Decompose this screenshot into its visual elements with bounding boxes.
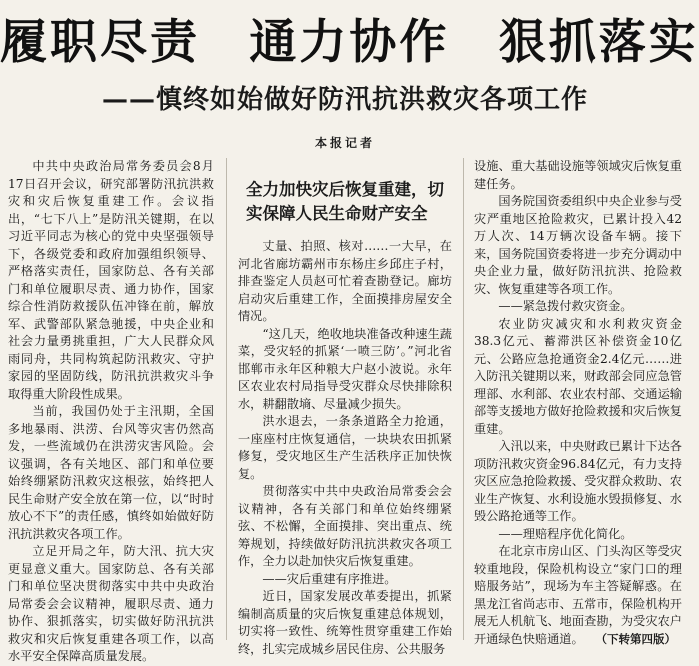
paragraph: 农业防灾减灾和水利救灾资金38.3亿元、蓄滞洪区补偿资金10亿元、公路应急抢通资金2.4亿元……进入防汛关键期以来，财政部会同应急管理部、水利部、农业农村部、交通运输部等支援地方做好抢险救援和灾后恢复重建。 (474, 316, 682, 436)
continued-on-page-note[interactable]: （下转第四版） (595, 632, 676, 646)
paragraph: 近日，国家发展改革委提出，抓紧编制高质量的灾后恢复重建总体规划，切实将一致性、统筹性贯穿重建工作始终，扎实完成城乡居民住房、公共服务 (238, 589, 452, 656)
column-divider (463, 158, 464, 640)
paragraph: 在北京市房山区、门头沟区等受灾较重地段，保险机构设立“家门口的理赔服务站”，现场为车主答疑解惑。在黑龙江省尚志市、五常市，保险机构开展无人机航飞、地面查勘，为受灾农户开通绿色快赔通道。 (474, 544, 682, 646)
paragraph: 洪水退去，一条条道路全力抢通，一座座村庄恢复通信，一块块农田抓紧修复，受灾地区生产生活秩序正加快恢复。 (238, 414, 452, 481)
article-column-3 (474, 158, 682, 648)
subheadline: ——慎终如始做好防汛抗洪救灾各项工作 (101, 85, 588, 115)
article-column-1 (8, 158, 214, 663)
section-heading: 全力加快灾后恢复重建，切实保障人民生命财产安全 (246, 180, 444, 223)
byline: 本报记者 (314, 136, 375, 150)
paragraph: 立足开局之年，防大汛、抗大灾更显意义重大。国家防总、各有关部门和单位坚决贯彻落实中共中央政治局常委会会议精神，履职尽责、通力协作、狠抓落实，切实做好防汛抗洪救灾和灾后恢复重建各项工作，以高水平安全保障高质量发展。 (8, 544, 214, 663)
paragraph: 丈量、拍照、核对……一大早，在河北省廊坊霸州市东杨庄乡邱庄子村，排查鉴定人员赵可忙着查勘登记。廊坊启动灾后重建工作，全面摸排房屋安全情况。 (238, 239, 452, 323)
paragraph: 中共中央政治局常务委员会8月17日召开会议，研究部署防汛抗洪救灾和灾后恢复重建工作。会议指出，“七下八上”是防汛关键期，在以习近平同志为核心的党中央坚强领导下，各级党委和政府加强组织领导、严格落实责任，国家防总、各有关部门和单位履职尽责、通力协作，国家综合性消防救援队伍冲锋在前，解放军、武警部队紧急驰援，中央企业和社会力量勇挑重担，广大人民群众风雨同舟，共同构筑起防汛救灾、守护家园的坚固防线，防汛抗洪救灾斗争取得重大阶段性成果。 (8, 159, 214, 401)
subsection-marker: ——紧急拨付救灾资金。 (498, 299, 633, 313)
paragraph: 国务院国资委组织中央企业参与受灾严重地区抢险救灾，已累计投入42万人次、14万辆次设备车辆。接下来，国务院国资委将进一步充分调动中央企业力量，做好防汛抗洪、抢险救灾、恢复重建等各项工作。 (474, 194, 682, 296)
subsection-marker: ——灾后重建有序推进。 (262, 571, 397, 586)
paragraph: “这几天，绝收地块准备改种速生蔬菜，受灾轻的抓紧‘一喷三防’。”河北省邯郸市永年区种粮大户赵小波说。永年区农业农村局指导受灾群众尽快排除积水，耕翻散墒、尽量减少损失。 (238, 326, 452, 411)
headline: 履职尽责 通力协作 狠抓落实 (0, 15, 699, 70)
article-column-2 (238, 158, 452, 656)
subsection-marker: ——理赔程序优化简化。 (498, 526, 633, 541)
paragraph: 贯彻落实中共中央政治局常委会会议精神，各有关部门和单位始终绷紧弦、不松懈，全面摸排、突出重点、统筹规划，持续做好防汛抗洪救灾各项工作，全力以赴加快灾后恢复重建。 (238, 484, 452, 568)
paragraph: 当前，我国仍处于主汛期，全国多地暴雨、洪涝、台风等灾害仍然高发，一些流域仍在洪涝灾害风险。会议强调，各有关地区、部门和单位要始终绷紧防汛救灾这根弦，始终把人民生命财产安全放在第一位，以“时时放心不下”的责任感，慎终如始做好防汛抗洪救灾各项工作。 (8, 404, 214, 541)
paragraph: 设施、重大基础设施等领域灾后恢复重建任务。 (474, 159, 682, 191)
column-divider (226, 158, 227, 640)
paragraph: 入汛以来，中央财政已累计下达各项防汛救灾资金96.84亿元，有力支持灾区应急抢险救援、受灾群众救助、农业生产恢复、水利设施水毁损修复、水毁公路抢通等工作。 (474, 439, 682, 523)
